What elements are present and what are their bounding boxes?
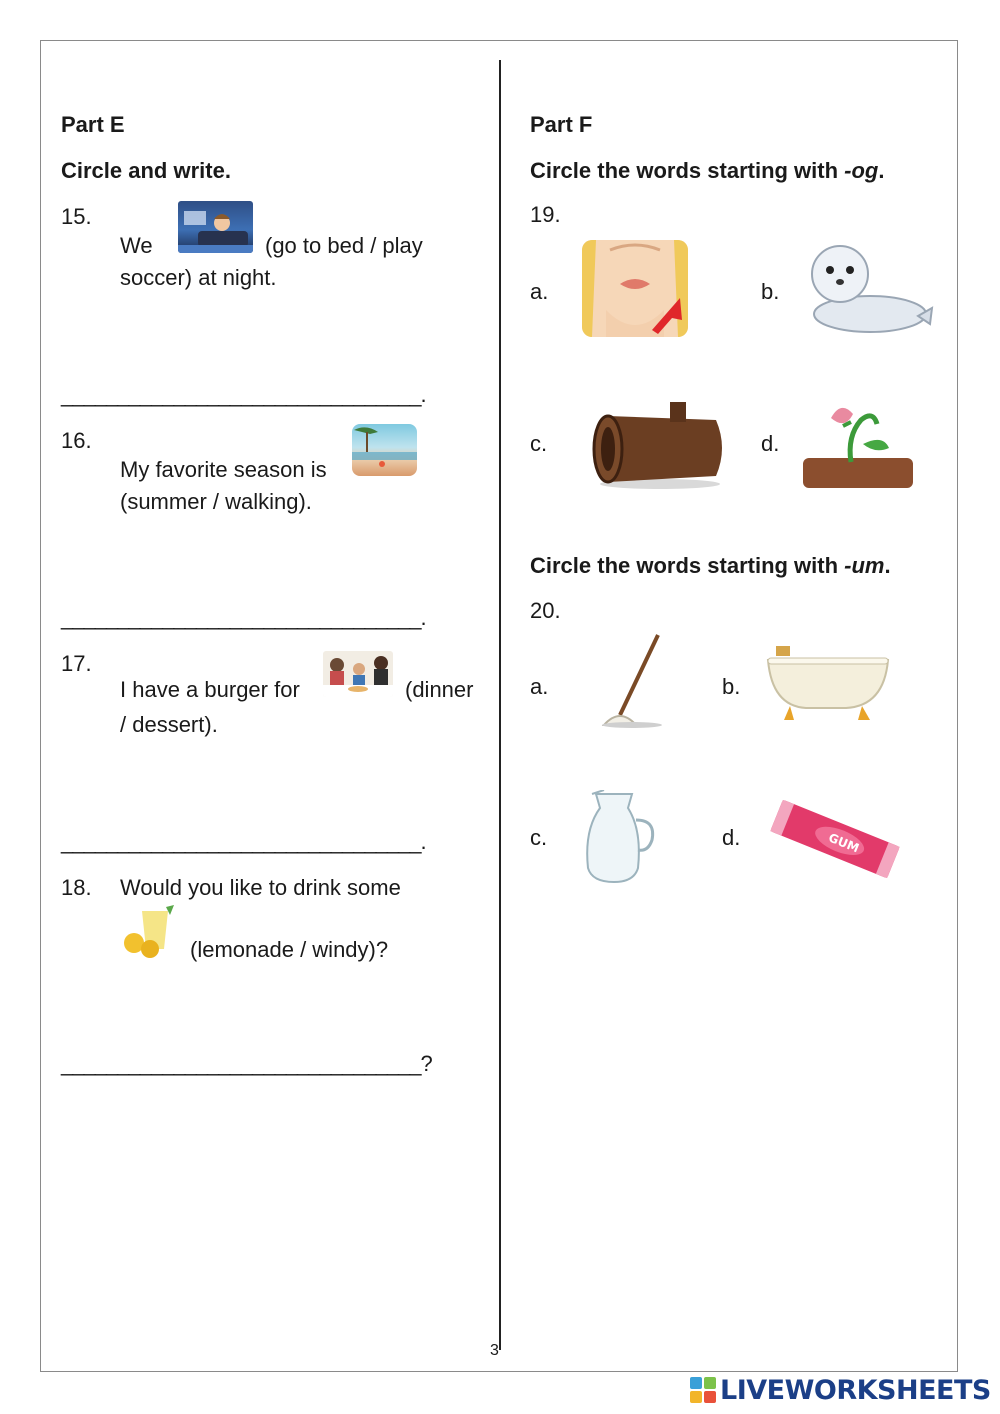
question-17-text-start: I have a burger for (120, 677, 300, 702)
question-15-answer-line[interactable]: ________________________________. (61, 382, 426, 407)
column-divider (499, 60, 501, 1350)
bedtime-boy-image (178, 201, 253, 253)
instruction-og-ending: -og (844, 158, 879, 183)
log-image[interactable] (590, 400, 728, 490)
seal-image[interactable] (798, 240, 934, 338)
logo-mark-icon (690, 1377, 716, 1403)
question-19-number: 19. (530, 202, 561, 227)
part-e-title: Part E (61, 112, 125, 137)
question-16-number: 16. (61, 428, 92, 453)
question-18-answer-line[interactable]: ________________________________? (61, 1051, 432, 1076)
mop-image[interactable] (590, 633, 666, 729)
question-17-number: 17. (61, 651, 92, 676)
gum-image[interactable] (766, 800, 904, 878)
question-20-number: 20. (530, 598, 561, 623)
question-16-text-line2: (summer / walking). (120, 489, 312, 514)
liveworksheets-logo (690, 1374, 991, 1406)
plant-bud-image[interactable] (803, 400, 913, 490)
question-18-text-line2: (lemonade / windy)? (190, 937, 389, 962)
question-15-text-start: We (120, 233, 153, 258)
question-17-text-end: (dinner (405, 677, 474, 702)
question-17-text-line2: / dessert). (120, 712, 218, 737)
part-f-title: Part F (530, 112, 593, 137)
question-15-text-line2: soccer) at night. (120, 265, 277, 290)
summer-beach-image (352, 424, 417, 476)
question-20-option-c-label[interactable]: c. (530, 825, 548, 850)
part-e-instruction: Circle and write. (61, 158, 231, 183)
part-f-instruction-um (530, 553, 891, 579)
question-17-answer-line[interactable]: ________________________________. (61, 829, 426, 854)
mouth-image[interactable] (582, 240, 688, 337)
instruction-um-text: Circle the words starting with (530, 553, 845, 578)
jug-image[interactable] (584, 790, 658, 886)
question-19-option-d-label[interactable]: d. (761, 431, 780, 456)
question-16-answer-line[interactable]: ________________________________. (61, 605, 426, 630)
question-20-option-b-label[interactable]: b. (722, 674, 741, 699)
question-19-option-c-label[interactable]: c. (530, 431, 548, 456)
question-20-option-d-label[interactable]: d. (722, 825, 741, 850)
question-19-option-a-label[interactable]: a. (530, 279, 549, 304)
instruction-um-period: . (884, 553, 891, 578)
question-15-number: 15. (61, 204, 92, 229)
page-number: 3 (490, 1342, 499, 1359)
lemonade-image (120, 905, 180, 960)
question-16-text-line1: My favorite season is (120, 457, 327, 482)
part-f-instruction-og (530, 158, 884, 184)
instruction-og-text: Circle the words starting with (530, 158, 845, 183)
instruction-og-period: . (878, 158, 885, 183)
question-19-option-b-label[interactable]: b. (761, 279, 780, 304)
question-20-option-a-label[interactable]: a. (530, 674, 549, 699)
question-15-text-end: (go to bed / play (265, 233, 423, 258)
family-dinner-image (323, 651, 393, 697)
instruction-um-ending: -um (844, 553, 885, 578)
question-18-number: 18. (61, 875, 92, 900)
gum-label: GUM (826, 830, 862, 856)
question-18-text-line1: Would you like to drink some (120, 875, 401, 900)
bathtub-image[interactable] (766, 646, 890, 724)
logo-text: LIVEWORKSHEETS (720, 1374, 991, 1406)
